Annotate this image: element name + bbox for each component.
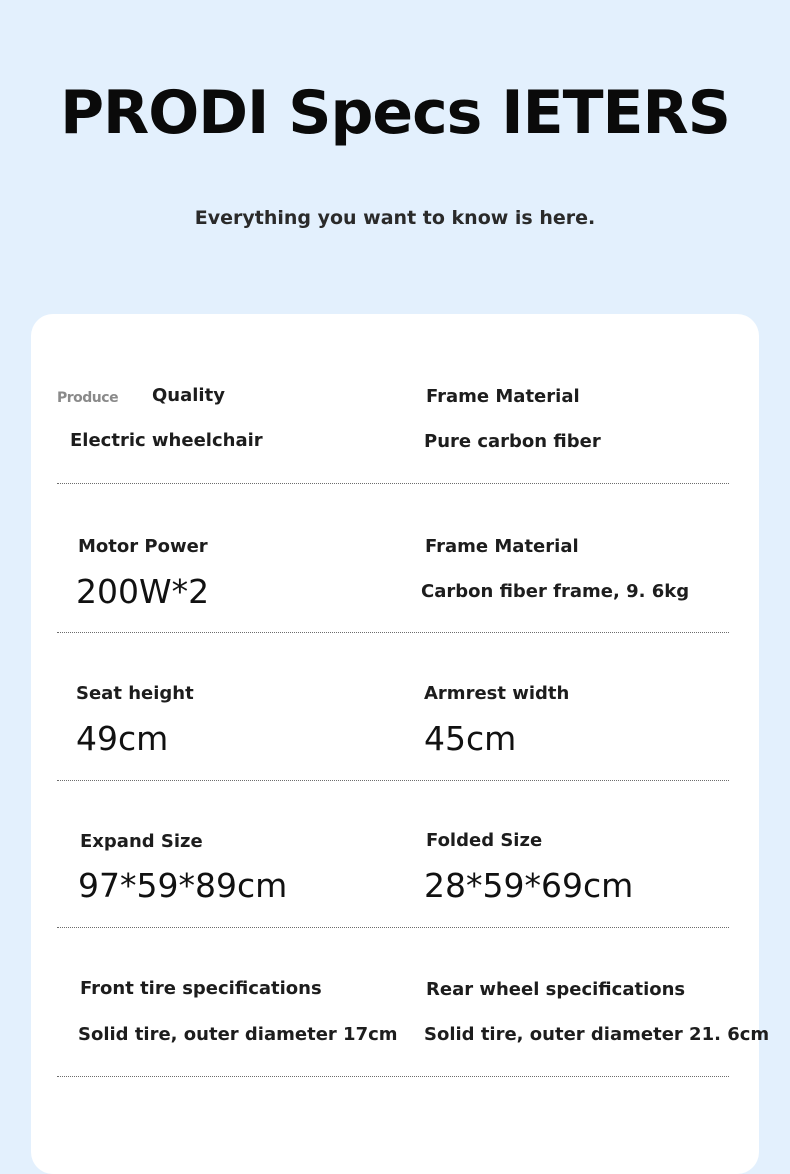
page-title: PRODI Specs IETERS: [60, 78, 730, 148]
expand-size-value: 97*59*89cm: [78, 866, 288, 905]
armrest-width-label: Armrest width: [424, 683, 570, 704]
rear-wheel-label: Rear wheel specifications: [426, 979, 686, 1000]
armrest-width-value: 45cm: [424, 719, 517, 758]
seat-height-label: Seat height: [76, 683, 194, 704]
divider: [57, 780, 729, 781]
front-tire-label: Front tire specifications: [80, 978, 322, 999]
front-tire-value: Solid tire, outer diameter 17cm: [78, 1024, 398, 1045]
motor-power-value: 200W*2: [76, 572, 210, 611]
quality-value: Electric wheelchair: [70, 430, 263, 451]
divider: [57, 632, 729, 633]
frame-material-value: Pure carbon fiber: [424, 431, 601, 452]
motor-power-label: Motor Power: [78, 536, 208, 557]
quality-label: Quality: [152, 385, 225, 406]
page-subtitle: Everything you want to know is here.: [194, 207, 596, 229]
folded-size-label: Folded Size: [426, 830, 543, 851]
frame-material-value-2: Carbon fiber frame, 9. 6kg: [421, 581, 690, 602]
divider: [57, 483, 729, 484]
rear-wheel-value: Solid tire, outer diameter 21. 6cm: [424, 1024, 770, 1045]
divider: [57, 927, 729, 928]
frame-material-label: Frame Material: [426, 386, 580, 407]
specs-card: [31, 314, 770, 1174]
divider: [57, 1076, 729, 1077]
folded-size-value: 28*59*69cm: [424, 866, 634, 905]
produce-tag: Produce: [57, 390, 119, 406]
seat-height-value: 49cm: [76, 719, 169, 758]
frame-material-label-2: Frame Material: [425, 536, 579, 557]
expand-size-label: Expand Size: [80, 831, 203, 852]
